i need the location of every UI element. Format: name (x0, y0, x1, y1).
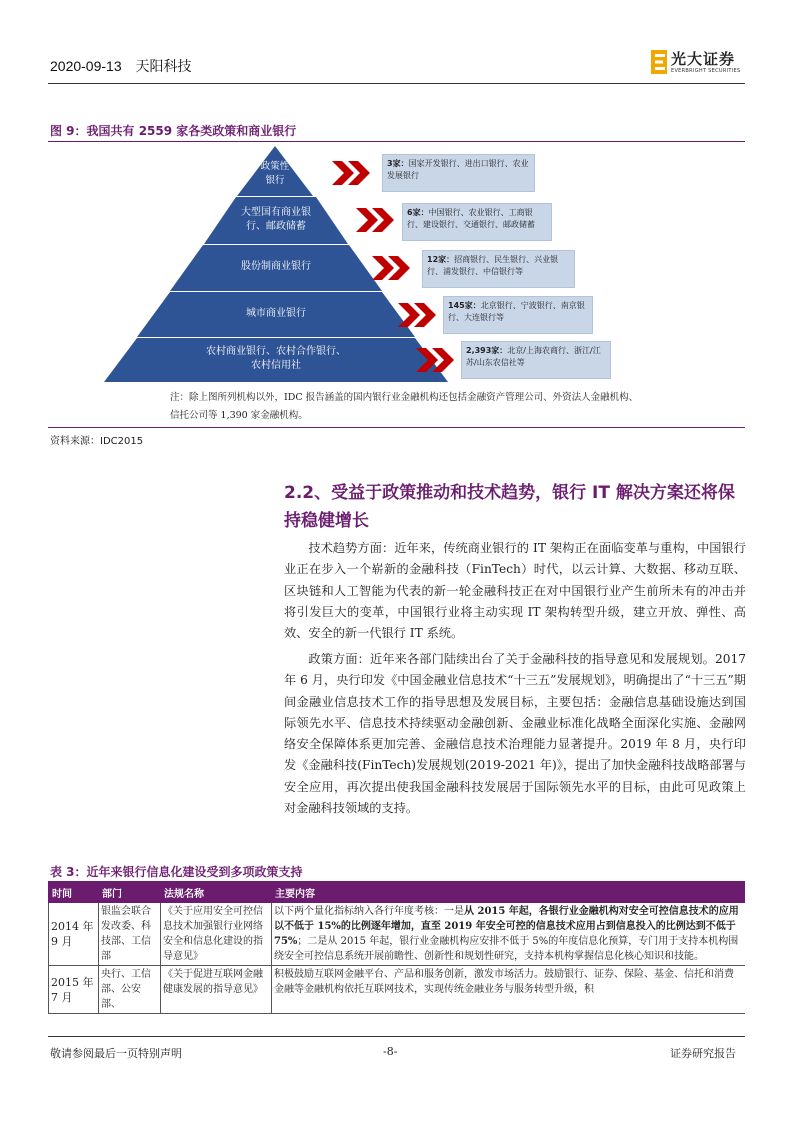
figure-note: 注：除上图所列机构以外，IDC 报告涵盖的国内银行业金融机构还包括金融资产管理公司、外资法人金融机构、信托公司等 1,390 家金融机构。 (170, 392, 639, 421)
content-emphasis: 从 2015 年起，各银行业金融机构对安全可控信息技术的应用以不低于 15%的比例逐年增加，直至 2019 年安全可控的信息技术应用占到信息投入的比例达到不低于 75% (274, 906, 739, 947)
tier-info-box (422, 250, 575, 288)
logo-text-en: EVERBRIGHT SECURITIES (671, 68, 741, 74)
tier-count: 12家： (427, 255, 455, 264)
header-cell-law: 法规名称 (161, 882, 272, 903)
footer-disclaimer: 敬请参阅最后一页特别声明 (50, 1047, 182, 1060)
double-chevron-right-icon (372, 256, 416, 280)
header-cell-content: 主要内容 (272, 882, 746, 903)
tier-detail: 中国银行、农业银行、工商银行、建设银行、交通银行、邮政储蓄 (407, 208, 535, 229)
tier-info-box (382, 154, 535, 192)
section-paragraph-tech (284, 538, 746, 644)
content-text: 积极鼓励互联网金融平台、产品和服务创新，激发市场活力。鼓励银行、证券、保险、基金、信托和消费金融等金融机构依托互联网技术，实现传统金融业务与服务转型升级，积 (274, 969, 734, 995)
table-row (49, 966, 746, 1014)
pyramid-tier-state-owned (204, 197, 348, 244)
tier-label-line: 农村商业银行、农村合作银行、 (206, 346, 346, 357)
tier-info-box (402, 203, 552, 241)
tier-info-box (461, 341, 611, 379)
table-row (49, 903, 746, 966)
cell-time: 2014 年 9 月 (49, 903, 99, 966)
logo-mark-icon (651, 50, 667, 74)
content-text: 以下两个量化指标纳入各行年度考核：一是 (274, 906, 464, 917)
tier-count: 3家： (387, 159, 409, 168)
paragraph-text: 技术趋势方面：近年来，传统商业银行的 IT 架构正在面临变革与重构，中国银行业正在步入一个崭新的金融科技（FinTech）时代，以云计算、大数据、移动互联、区块链和人工智能为代表的新一轮金融科技正在对中国银行业产生前所未有的冲击并将引发巨大的变革，中国银行业将主动实现 IT 架构转型升级，建立开放、弹性、高效、安全的新一代银行 IT 系统。 (284, 541, 746, 641)
cell-content (272, 903, 746, 966)
header-cell-dept: 部门 (99, 882, 161, 903)
paragraph-text: 政策方面：近年来各部门陆续出台了关于金融科技的指导意见和发展规划。2017 年 6 月，央行印发《中国金融业信息技术“十三五”发展规划》，明确提出了“十三五”期间金融业信息技术工作的指导思想及发展目标，主要包括：金融信息基础设施达到国际领先水平、信息技术持续驱动金融创新、金融业标准化战略全面深化实施、金融网络安全保障体系更加完善、金融信息技术治理能力显著提升。2019 年 8 月，央行印发《金融科技(FinTech)发展规划(2019-2021 年)》，提出了加快金融科技战略部署与安全应用，再次提出使我国金融科技发展居于国际领先水平的目标，由此可见政策上对金融科技领域的支持。 (284, 652, 746, 816)
figure-top-rule (48, 141, 745, 142)
tier-count: 145家： (448, 301, 481, 310)
broker-logo (651, 48, 747, 78)
section-paragraph-policy (284, 649, 746, 819)
content-text: ；二是从 2015 年起，银行业金融机构应安排不低于 5%的年度信息化预算，专门用于支持本机构围绕安全可控信息系统开展前瞻性、创新性和规划性研究，支持本机构掌握信息化核心知识和技能。 (274, 936, 739, 962)
cell-dept: 银监会联合发改委、科技部、工信部 (99, 903, 161, 966)
company-name: 天阳科技 (135, 58, 192, 74)
tier-detail: 北京银行、宁波银行、南京银行、大连银行等 (448, 301, 585, 322)
pyramid-tier-city (137, 292, 415, 337)
figure-title: 图 9：我国共有 2559 家各类政策和商业银行 (50, 124, 297, 138)
table-title: 表 3：近年来银行信息化建设受到多项政策支持 (50, 865, 303, 879)
double-chevron-right-icon (416, 348, 460, 372)
cell-law: 《关于应用安全可控信息技术加强银行业网络安全和信息化建设的指导意见》 (161, 903, 272, 966)
logo-text-cn: 光大证券 (671, 50, 736, 68)
page-number: -8- (383, 1045, 398, 1058)
tier-detail: 招商银行、民生银行、兴业银行、浦发银行、中信银行等 (427, 255, 559, 276)
figure-bottom-rule (48, 427, 745, 428)
pyramid-tier-policy (237, 146, 313, 196)
figure-source: 资料来源：IDC2015 (50, 436, 144, 447)
report-header (50, 56, 202, 76)
pyramid-tier-rural (104, 338, 448, 382)
footer-report-type: 证券研究报告 (670, 1047, 736, 1060)
table-header-row (49, 882, 746, 903)
cell-law: 《关于促进互联网金融健康发展的指导意见》 (161, 966, 272, 1014)
cell-dept: 央行、工信部、公安部、 (99, 966, 161, 1014)
tier-label-line: 银行 (265, 175, 285, 186)
tier-label-line: 股份制商业银行 (241, 261, 311, 272)
tier-count: 6家： (407, 208, 429, 217)
policy-table (48, 881, 745, 1014)
double-chevron-right-icon (398, 303, 442, 327)
cell-time: 2015 年 7 月 (49, 966, 99, 1014)
header-divider (48, 83, 745, 84)
tier-detail: 北京/上海农商行、浙江/江苏/山东农信社等 (466, 346, 601, 367)
tier-label-line: 大型国有商业银 (241, 207, 311, 218)
double-chevron-right-icon (332, 161, 376, 185)
tier-label-line: 农村信用社 (251, 360, 301, 371)
tier-info-box (443, 296, 593, 334)
tier-label-line: 城市商业银行 (246, 308, 306, 319)
report-date: 2020-09-13 (50, 58, 122, 74)
double-chevron-right-icon (356, 208, 400, 232)
cell-content (272, 966, 746, 1014)
policy-table-wrapper (48, 881, 745, 1018)
header-cell-time: 时间 (49, 882, 99, 903)
tier-detail: 国家开发银行、进出口银行、农业发展银行 (387, 159, 529, 180)
pyramid-tier-joint-stock (170, 245, 382, 291)
footer-divider (48, 1036, 745, 1037)
tier-label-line: 行、邮政储蓄 (246, 221, 306, 232)
tier-label-line: 政策性 (260, 161, 290, 172)
tier-count: 2,393家： (466, 346, 508, 355)
section-title: 2.2、受益于政策推动和技术趋势，银行 IT 解决方案还将保持稳健增长 (284, 483, 735, 531)
